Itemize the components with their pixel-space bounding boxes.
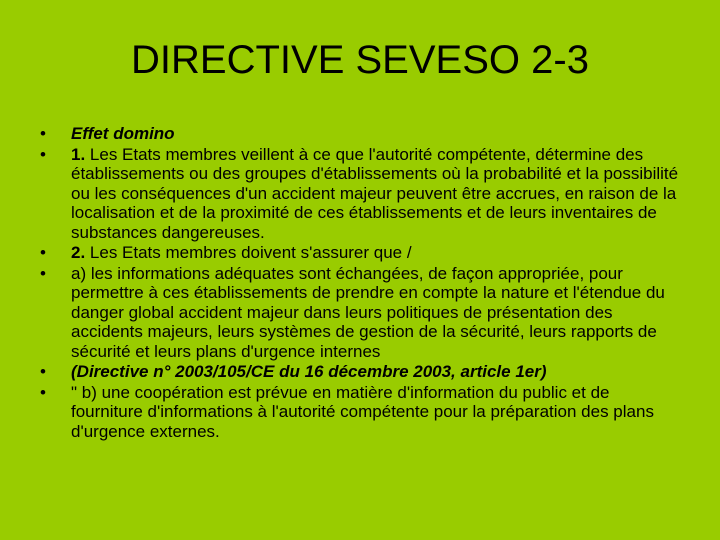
bullet-paragraph-1 [40, 145, 685, 243]
bullet-effet-domino [40, 124, 685, 144]
bullet-point-b [40, 383, 685, 442]
paragraph-text: " b) une coopération est prévue en matière d'information du public et de fourniture d'informations à l'autorité compétente pour la préparation des plans d'urgence externes. [71, 382, 654, 441]
paragraph-text: Les Etats membres veillent à ce que l'autorité compétente, détermine des établissements ou des groupes d'établissements où la probabilité et la possibilité ou les conséquences d'un accident majeur peuvent être accrues, en raison de la localisation et de la proximité de ces établissements et de leurs inventaires de substances dangereuses. [71, 144, 679, 242]
paragraph-number: 2. [71, 243, 86, 262]
paragraph-text: a) les informations adéquates sont échangées, de façon appropriée, pour permettre à ces établissements de prendre en compte la nature et l'étendue du danger global accident majeur dans leurs politiques de présentation des accidents majeurs, leurs systèmes de gestion de la sécurité, leurs rapports de sécurité et leurs plans d'urgence internes [71, 263, 665, 361]
paragraph-text: Les Etats membres doivent s'assurer que / [85, 243, 412, 262]
bullet-heading: Effet domino [71, 124, 175, 143]
bullet-directive-reference [40, 362, 685, 382]
bullet-list [40, 124, 685, 442]
bullet-point-a [40, 264, 685, 362]
bullet-icon: • [40, 144, 46, 164]
bullet-icon: • [40, 124, 46, 143]
slide-title: DIRECTIVE SEVESO 2-3 [131, 38, 589, 82]
bullet-icon: • [40, 263, 46, 283]
bullet-icon: • [40, 243, 46, 262]
paragraph-number: 1. [71, 144, 86, 164]
directive-reference: (Directive n° 2003/105/CE du 16 décembre 2003, article 1er) [71, 362, 547, 381]
bullet-icon: • [40, 382, 46, 402]
bullet-icon: • [40, 362, 46, 381]
bullet-paragraph-2 [40, 243, 685, 263]
